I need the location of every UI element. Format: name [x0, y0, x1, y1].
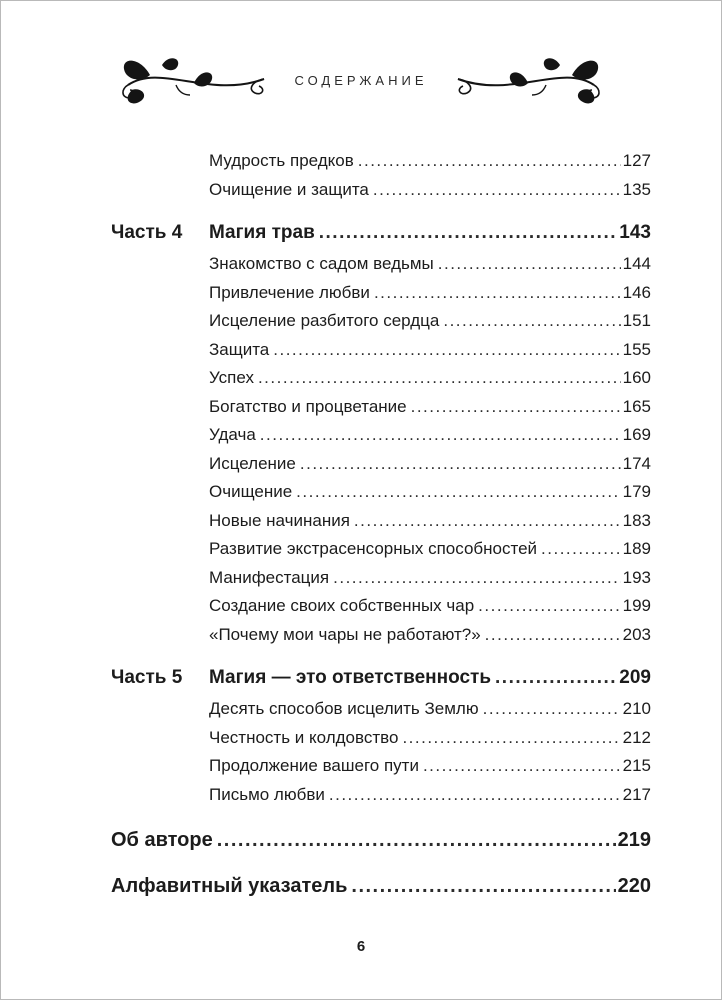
toc-entry — [111, 724, 651, 753]
toc-entry — [111, 336, 651, 365]
dot-leader — [438, 250, 621, 279]
toc-entry — [111, 364, 651, 393]
entry-title: Об авторе — [111, 829, 213, 851]
dot-leader — [296, 478, 620, 507]
entry-title: Продолжение вашего пути — [209, 756, 419, 775]
entry-title: Развитие экстрасенсорных способностей — [209, 539, 538, 558]
entry-page: 219 — [617, 829, 651, 851]
dot-leader — [541, 535, 621, 564]
toc-entry — [111, 279, 651, 308]
toc-entry — [111, 393, 651, 422]
entry-page: 174 — [622, 453, 651, 473]
entry-page: 179 — [622, 482, 651, 501]
toc-entry — [111, 781, 651, 810]
dot-leader — [333, 564, 621, 593]
entry-page: 160 — [622, 368, 651, 387]
toc-top-entry — [111, 825, 651, 855]
entry-title: Магия трав — [209, 222, 315, 243]
dot-leader — [483, 695, 621, 724]
entry-page: 193 — [622, 567, 651, 587]
entry-title: Исцеление разбитого сердца — [209, 311, 440, 330]
dot-leader — [402, 724, 620, 753]
entry-title: Письмо любви — [209, 784, 325, 804]
dot-leader — [373, 176, 621, 205]
dot-leader — [319, 218, 618, 248]
page-header — [1, 53, 721, 109]
entry-page: 155 — [622, 339, 651, 359]
entry-title: Мудрость предков — [209, 151, 354, 170]
entry-title: Защита — [209, 339, 270, 359]
dot-leader — [423, 752, 621, 781]
toc-list — [111, 147, 651, 901]
entry-page: 143 — [619, 222, 651, 243]
entry-title: Десять способов исцелить Землю — [209, 699, 479, 718]
page-number: 6 — [356, 938, 366, 955]
entry-title: Очищение — [209, 482, 293, 501]
part-label: Часть 4 — [111, 222, 183, 243]
dot-leader — [258, 364, 621, 393]
entry-page: 199 — [622, 596, 651, 615]
dot-leader — [273, 336, 620, 365]
dot-leader — [478, 592, 620, 621]
entry-title: Магия — это ответственность — [209, 667, 492, 688]
toc-entry — [111, 535, 651, 564]
entry-title: Знакомство с садом ведьмы — [209, 254, 434, 273]
entry-page: 151 — [622, 311, 651, 330]
dot-leader — [217, 825, 616, 855]
toc-entry — [111, 507, 651, 536]
entry-page: 209 — [619, 667, 651, 688]
toc-entry — [111, 307, 651, 336]
part-label: Часть 5 — [111, 667, 183, 688]
toc-entry — [111, 450, 651, 479]
vine-ornament-left-icon — [118, 55, 268, 107]
page-title: СОДЕРЖАНИЕ — [294, 72, 428, 88]
entry-title: Алфавитный указатель — [111, 875, 348, 897]
toc-entry — [111, 176, 651, 205]
toc-entry — [111, 478, 651, 507]
entry-title: Богатство и процветание — [209, 396, 407, 416]
entry-title: Привлечение любви — [209, 282, 370, 302]
entry-page: 144 — [622, 254, 651, 273]
entry-title: «Почему мои чары не работают?» — [209, 624, 481, 644]
entry-page: 165 — [622, 396, 651, 416]
toc-entry — [111, 695, 651, 724]
entry-page: 220 — [617, 875, 651, 897]
entry-title: Манифестация — [209, 567, 330, 587]
dot-leader — [485, 621, 621, 650]
dot-leader — [354, 507, 621, 536]
entry-page: 135 — [622, 179, 651, 199]
entry-page: 183 — [622, 510, 651, 530]
dot-leader — [495, 663, 617, 693]
dot-leader — [351, 871, 615, 901]
entry-title: Честность и колдовство — [209, 727, 399, 747]
toc-top-entry — [111, 871, 651, 901]
dot-leader — [358, 147, 621, 176]
entry-page: 210 — [622, 699, 651, 718]
toc-entry — [111, 752, 651, 781]
entry-page: 189 — [622, 539, 651, 558]
dot-leader — [260, 421, 621, 450]
entry-page: 215 — [622, 756, 651, 775]
toc-entry — [111, 592, 651, 621]
entry-page: 127 — [622, 151, 651, 170]
toc-entry — [111, 147, 651, 176]
dot-leader — [374, 279, 621, 308]
toc-entry — [111, 421, 651, 450]
toc-part-entry — [111, 663, 651, 693]
toc-entry — [111, 564, 651, 593]
entry-title: Успех — [209, 368, 254, 387]
page-footer — [1, 938, 721, 955]
entry-title: Очищение и защита — [209, 179, 369, 199]
entry-title: Исцеление — [209, 453, 296, 473]
entry-page: 169 — [622, 425, 651, 444]
entry-page: 203 — [622, 624, 651, 644]
entry-title: Удача — [209, 425, 256, 444]
entry-page: 146 — [622, 282, 651, 302]
dot-leader — [329, 781, 621, 810]
entry-title: Создание своих собственных чар — [209, 596, 475, 615]
toc-entry — [111, 250, 651, 279]
dot-leader — [443, 307, 620, 336]
dot-leader — [411, 393, 621, 422]
entry-page: 212 — [622, 727, 651, 747]
dot-leader — [300, 450, 621, 479]
toc-part-entry — [111, 218, 651, 248]
toc-entry — [111, 621, 651, 650]
entry-page: 217 — [622, 784, 651, 804]
entry-title: Новые начинания — [209, 510, 350, 530]
vine-ornament-right-icon — [454, 55, 604, 107]
